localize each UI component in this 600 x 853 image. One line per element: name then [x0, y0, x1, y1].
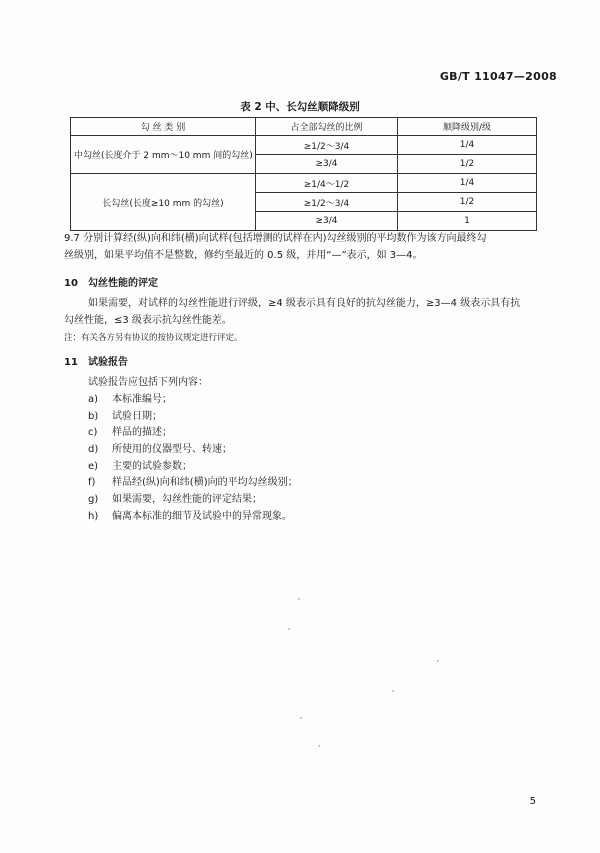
- scan-speck: [300, 717, 302, 719]
- table-row: [71, 136, 537, 155]
- section-11-heading: [64, 353, 128, 368]
- scan-speck: [437, 660, 439, 662]
- list-item: b) 试验日期；: [88, 410, 162, 422]
- section-11-number: 11: [64, 357, 78, 368]
- scan-speck: [288, 628, 290, 630]
- grade-cell: 1/4: [398, 136, 537, 155]
- hook-grade-table: [70, 117, 537, 231]
- list-item: a) 本标准编号；: [88, 394, 172, 405]
- col-header-grade: 顺降级别/级: [398, 118, 537, 136]
- list-item: c) 样品的描述；: [88, 427, 172, 439]
- grade-cell: 1/2: [398, 155, 537, 174]
- section-11-title: 试验报告: [88, 357, 128, 368]
- standard-number: GB/T 11047—2008: [439, 70, 557, 83]
- table-caption: 表 2 中、长勾丝顺降级别: [240, 101, 360, 113]
- section-10-line1: 如果需要，对试样的勾丝性能进行评级，≥4 级表示具有良好的抗勾丝能力，≥3—4 级表示具有抗: [88, 298, 521, 309]
- section-10-heading: [64, 274, 158, 289]
- list-item: g) 如果需要，勾丝性能的评定结果；: [88, 494, 262, 506]
- ratio-cell: ≥1/2～3/4: [256, 136, 398, 155]
- scan-speck: [318, 745, 320, 747]
- list-item: e) 主要的试验参数；: [88, 460, 192, 472]
- table-header-row: [71, 118, 537, 136]
- ratio-cell: ≥3/4: [256, 212, 398, 231]
- page-number: 5: [529, 796, 536, 807]
- category-medium: 中勾丝(长度介于 2 mm～10 mm 间的勾丝): [71, 136, 256, 174]
- ratio-cell: ≥3/4: [256, 155, 398, 174]
- clause-9-7-line2: 丝级别，如果平均值不是整数，修约至最近的 0.5 级，并用“—”表示，如 3—4。: [64, 250, 423, 261]
- col-header-ratio: 占全部勾丝的比例: [256, 118, 398, 136]
- section-10-note: 注：有关各方另有协议的按协议规定进行评定。: [64, 333, 243, 343]
- section-10-body: [64, 295, 521, 329]
- section-10-line2: 勾丝性能，≤3 级表示抗勾丝性能差。: [64, 315, 232, 326]
- list-item: h) 偏离本标准的细节及试验中的异常现象。: [88, 510, 292, 522]
- scan-speck: [392, 690, 394, 692]
- ratio-cell: ≥1/2～3/4: [256, 193, 398, 212]
- ratio-cell: ≥1/4～1/2: [256, 174, 398, 193]
- report-items-list: [88, 392, 298, 526]
- grade-cell: 1/4: [398, 174, 537, 193]
- clause-9-7-line1: 9.7 分别计算经(纵)向和纬(横)向试样(包括增测的试样在内)勾丝级别的平均数作为该方向最终勾: [64, 233, 487, 244]
- grade-cell: 1: [398, 212, 537, 231]
- table-row: [71, 174, 537, 193]
- section-10-number: 10: [64, 278, 78, 289]
- list-item: d) 所使用的仪器型号、转速；: [88, 444, 232, 456]
- scan-speck: [298, 598, 300, 600]
- col-header-category: 勾 丝 类 别: [71, 118, 256, 136]
- section-10-title: 勾丝性能的评定: [88, 278, 158, 289]
- list-item: f) 样品经(纵)向和纬(横)向的平均勾丝级别；: [88, 477, 298, 489]
- grade-cell: 1/2: [398, 193, 537, 212]
- section-11-intro: 试验报告应包括下列内容：: [88, 377, 208, 388]
- clause-9-7: [64, 230, 487, 264]
- category-long: 长勾丝(长度≥10 mm 的勾丝): [71, 174, 256, 231]
